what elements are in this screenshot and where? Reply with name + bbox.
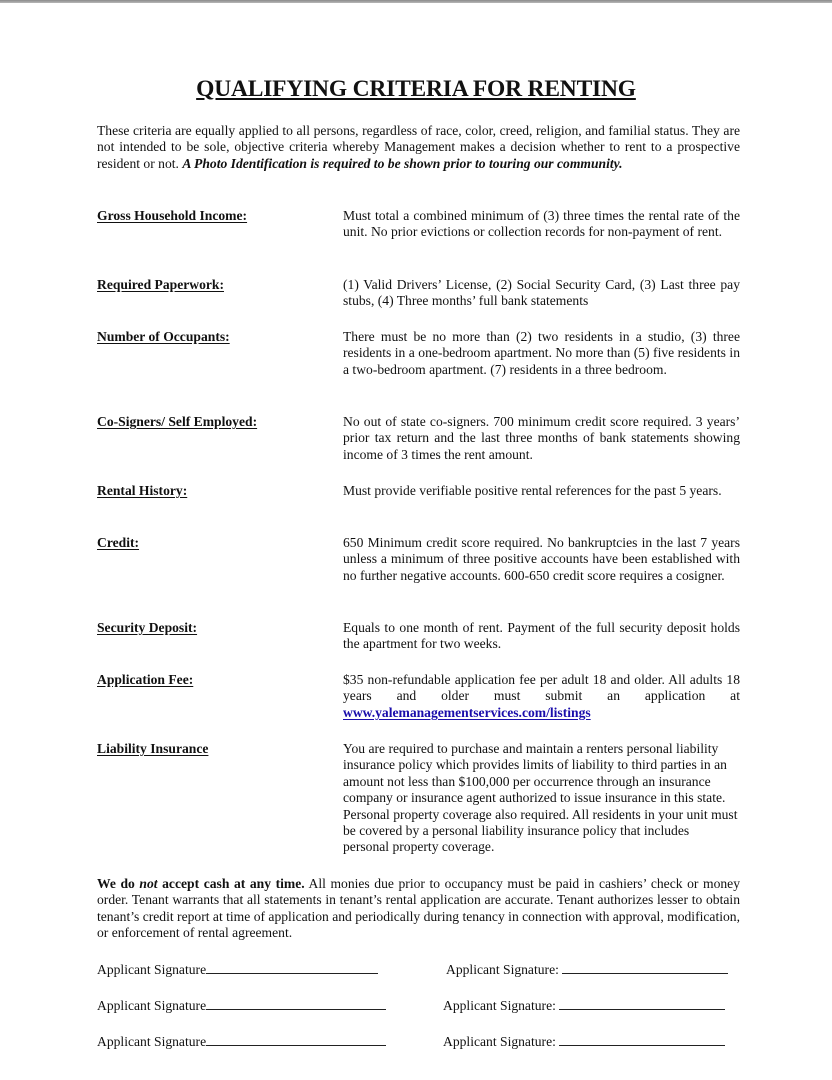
signature-label: Applicant Signature [97,1034,207,1049]
signature-line[interactable] [206,1033,386,1046]
no-cash-notice-not: not [139,876,158,891]
application-fee-text: $35 non-refundable application fee per adult 18 and older. All adults 18 years and older must submit an application at [343,672,740,704]
signature-field-left-2[interactable] [97,997,386,1014]
no-cash-notice-a: We do [97,876,140,891]
criteria-text: (1) Valid Drivers’ License, (2) Social Security Card, (3) Last three pay stubs, (4) Three months’ full bank statements [343,277,740,309]
signature-label: Applicant Signature: [443,998,560,1013]
criteria-label: Gross Household Income: [97,208,248,223]
listings-link[interactable]: www.yalemanagementservices.com/listings [343,704,591,720]
signature-line[interactable] [559,997,725,1010]
signature-line[interactable] [559,1033,725,1046]
criteria-label: Required Paperwork: [97,277,224,292]
intro-paragraph [97,123,740,172]
signature-line[interactable] [206,997,386,1010]
criteria-label: Number of Occupants: [97,329,230,344]
signature-field-right-1[interactable] [446,961,728,978]
signature-field-left-3[interactable] [97,1033,386,1050]
signature-label: Applicant Signature: [443,1034,560,1049]
criteria-label: Liability Insurance [97,741,209,756]
criteria-label: Credit: [97,535,140,550]
criteria-text: There must be no more than (2) two residents in a studio, (3) three residents in a one-bedroom apartment. No more than (5) five residents in a two-bedroom apartment. (7) residents in a three bedroom. [343,329,740,377]
signature-label: Applicant Signature [97,962,207,977]
criteria-text: You are required to purchase and maintain a renters personal liability insurance policy which provides limits of liability to third parties in an amount not less than $100,000 per occurrence through an insurance company or insurance agent authorized to issue insurance in this state. Personal property coverage also required. All residents in your unit must be covered by a personal liability insurance policy that includes personal property coverage. [343,741,738,855]
criteria-label: Application Fee: [97,672,194,687]
criteria-text: 650 Minimum credit score required. No bankruptcies in the last 7 years unless a minimum of three positive accounts have been established with no further negative accounts. 600-650 credit score requires a cosigner. [343,535,740,583]
payment-terms-text: All monies due prior to occupancy must be paid in cashiers’ check or money order. Tenant warrants that all statements in tenant’s rental application are accurate. Tenant authorizes lesser to obtain tenant’s credit report at time of application and periodically during tenancy in connection with approval, modification, or enforcement of rental agreement. [97,876,741,941]
intro-text: These criteria are equally applied to all persons, regardless of race, color, creed, religion, and familial status. They are not intended to be sole, objective criteria whereby Management makes a decision whether to rent to a prospective resident or not. [97,123,740,171]
criteria-text [343,672,740,721]
criteria-text: Must provide verifiable positive rental references for the past 5 years. [343,483,722,498]
payment-terms-paragraph [97,876,740,942]
criteria-text: Must total a combined minimum of (3) three times the rental rate of the unit. No prior evictions or collection records for non-payment of rent. [343,208,740,240]
signature-field-right-3[interactable] [443,1033,725,1050]
no-cash-notice-b: accept cash at any time. [157,876,305,891]
signature-field-right-2[interactable] [443,997,725,1014]
page-title: QUALIFYING CRITERIA FOR RENTING [196,76,636,102]
criteria-label: Security Deposit: [97,620,198,635]
criteria-label: Co-Signers/ Self Employed: [97,414,258,429]
signature-field-left-1[interactable] [97,961,378,978]
criteria-text: No out of state co-signers. 700 minimum credit score required. 3 years’ prior tax return and the last three months of bank statements showing income of 3 times the rent amount. [343,414,740,462]
signature-label: Applicant Signature [97,998,207,1013]
signature-line[interactable] [562,961,728,974]
signature-line[interactable] [206,961,378,974]
criteria-label: Rental History: [97,483,188,498]
criteria-text: Equals to one month of rent. Payment of the full security deposit holds the apartment for two weeks. [343,620,740,652]
viewer-top-border [0,0,832,3]
photo-id-notice: A Photo Identification is required to be shown prior to touring our community. [182,155,623,171]
signature-label: Applicant Signature: [446,962,563,977]
